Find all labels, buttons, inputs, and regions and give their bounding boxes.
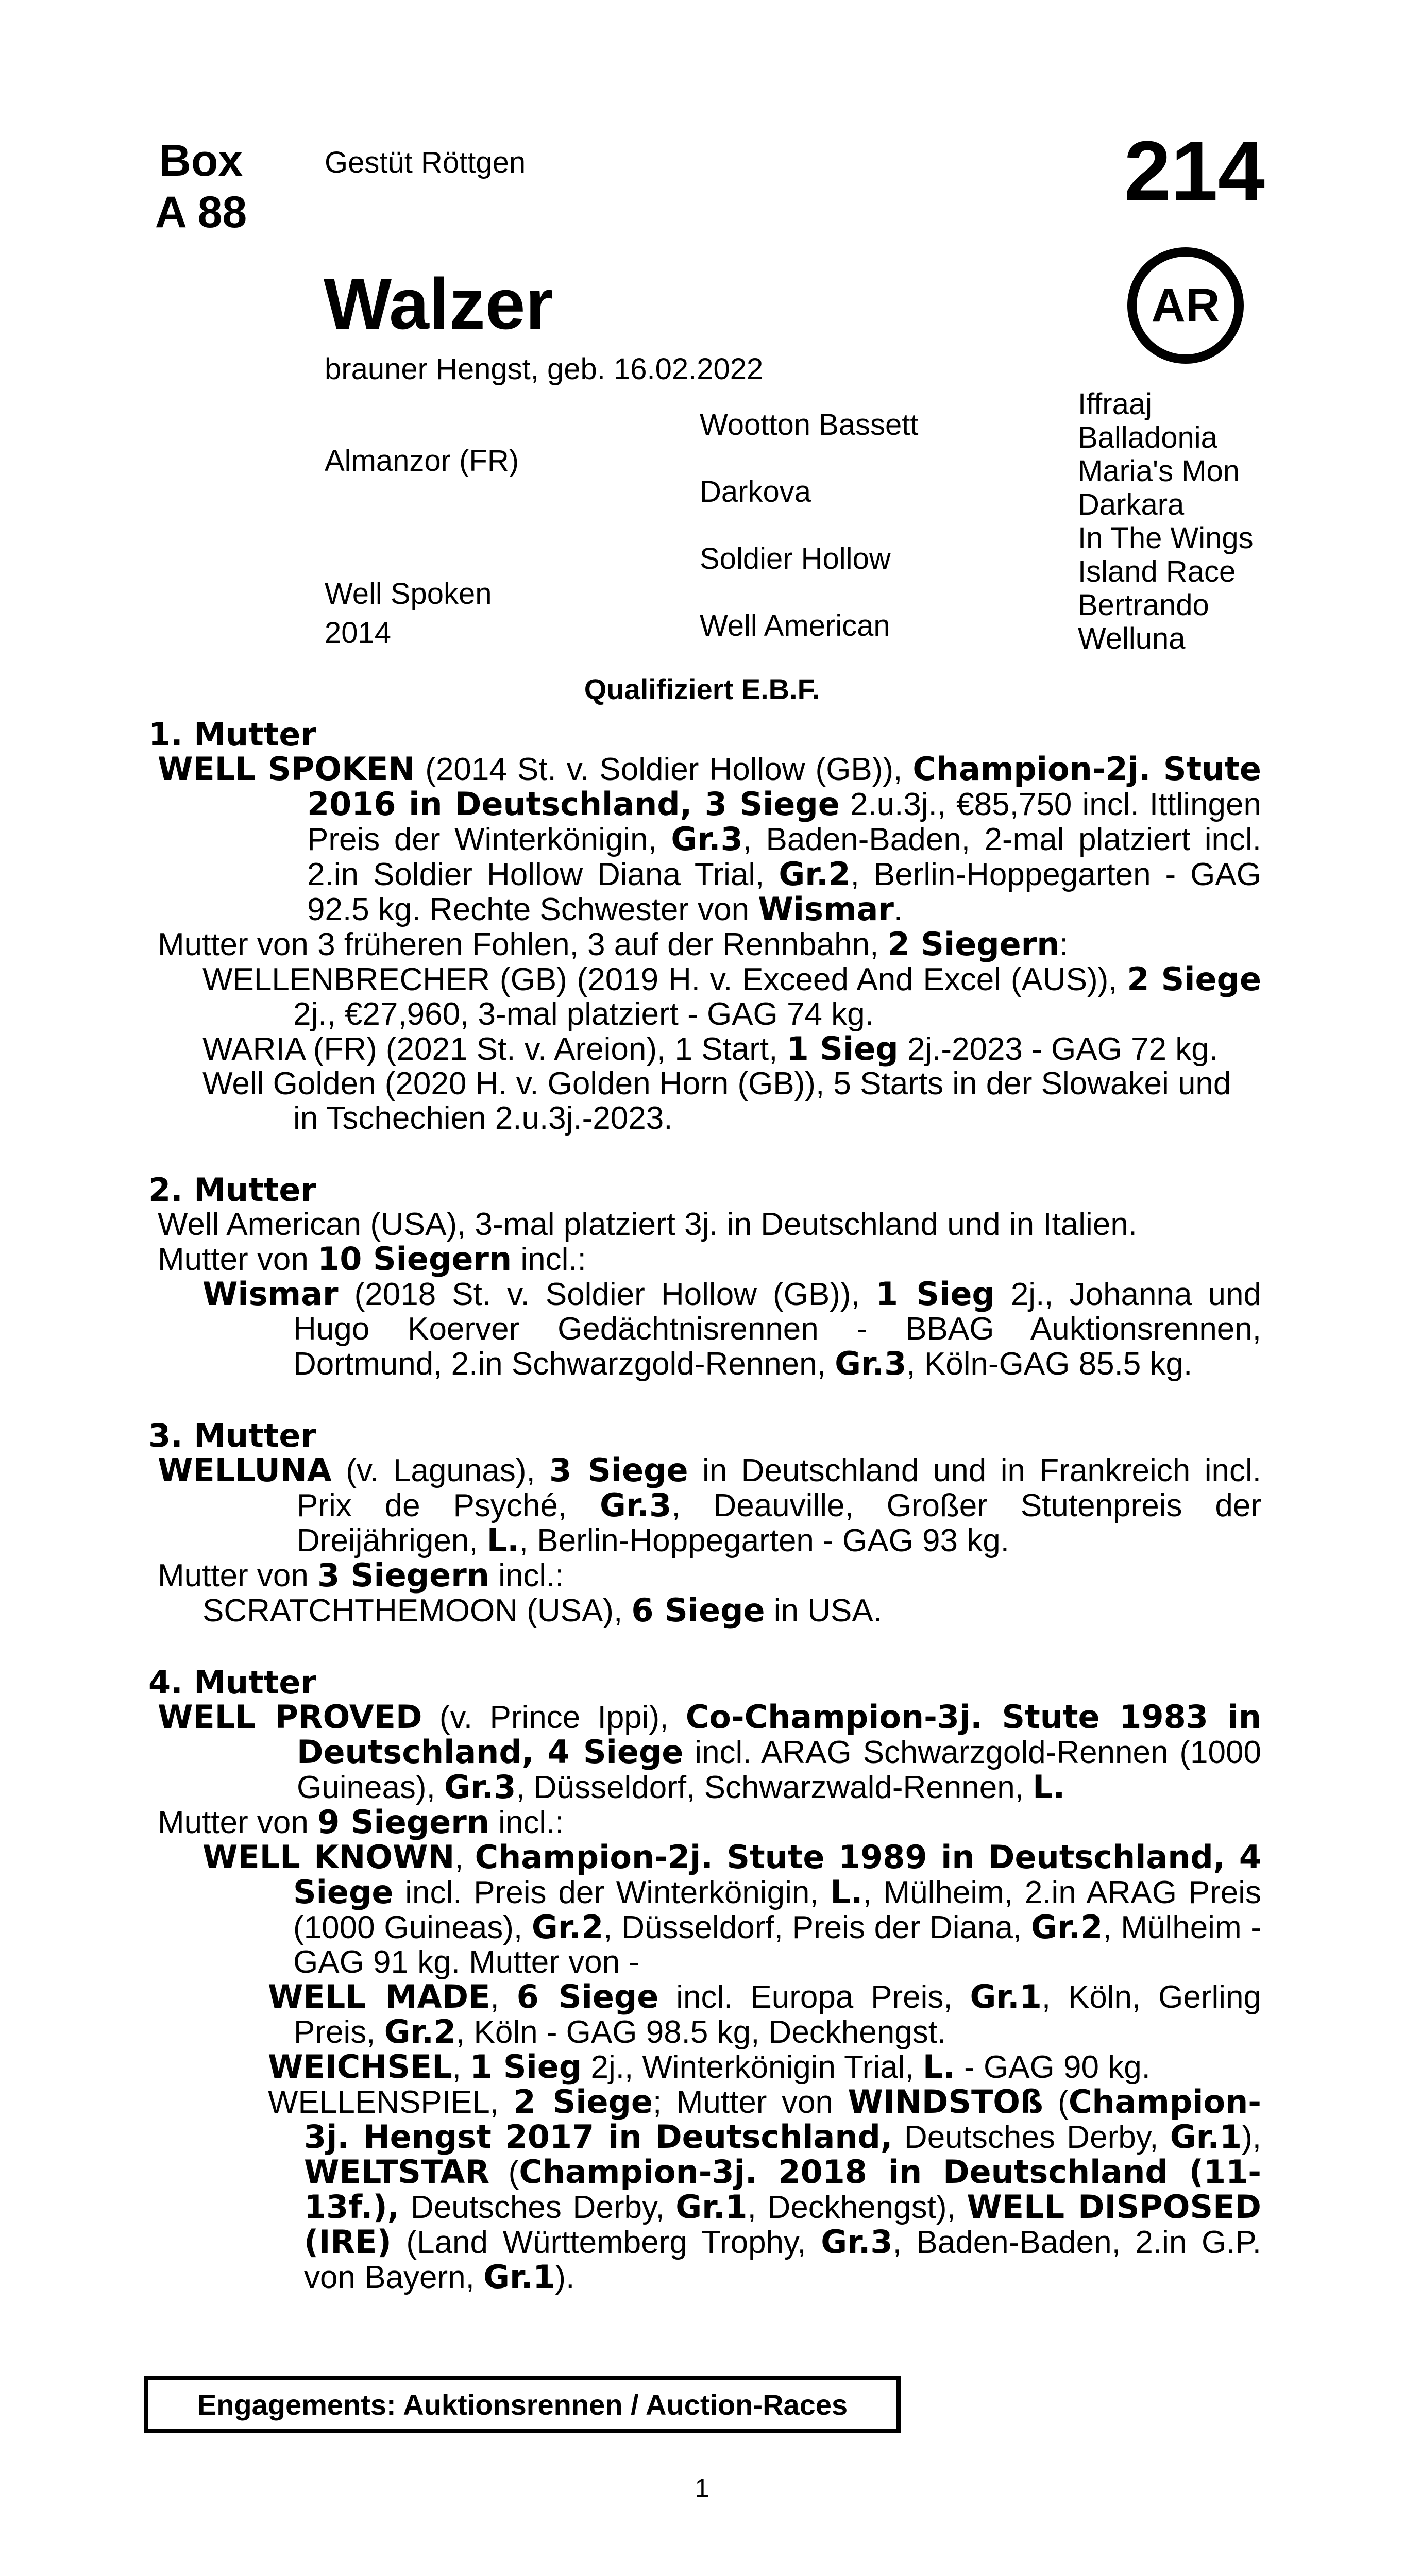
mutter-1-record: WELL SPOKEN (2014 St. v. Soldier Hollow (GB)), Champion-2j. Stute 2016 in Deutschland, 3 Siege 2.u.3j., €85,750 incl. Ittlingen Preis der Winterkönigin, Gr.3, Baden-Baden, 2-mal platziert incl. 2.in Soldier Hollow Diana Trial, Gr.2, Berlin-Hoppegarten - GAG 92.5 kg. Rechte Schwester von Wismar. bbox=[158, 750, 1262, 928]
horse-name: Walzer bbox=[324, 263, 554, 344]
pedigree-dam: Well Spoken bbox=[325, 577, 492, 611]
pedigree-g3-7: Bertrando bbox=[1078, 588, 1209, 622]
breeder-name: Gestüt Röttgen bbox=[325, 146, 526, 179]
box-title: Box bbox=[159, 136, 243, 185]
pedigree-g2-3: Soldier Hollow bbox=[700, 542, 891, 575]
offspring-wellenspiel: WELLENSPIEL, 2 Siege; Mutter von WINDSTOß (Champion-3j. Hengst 2017 in Deutschland, Deutsches Derby, Gr.1), WELTSTAR (Champion-3j. 2018 in Deutschland (11-13f.), Deutsches Derby, Gr.1, Deckhengst), WELL DISPOSED (IRE) (Land Württemberg Trophy, Gr.3, Baden-Baden, 2.in G.P. von Bayern, Gr.1). bbox=[268, 2083, 1261, 2296]
box-label bbox=[149, 135, 252, 238]
engagements-text: Engagements: Auktionsrennen / Auction-Races bbox=[197, 2388, 848, 2421]
box-number: A 88 bbox=[155, 188, 247, 237]
pedigree-g2-2: Darkova bbox=[700, 475, 811, 509]
ar-badge bbox=[1127, 247, 1244, 364]
engagements-box bbox=[144, 2376, 901, 2433]
offspring-well-made: WELL MADE, 6 Siege incl. Europa Preis, Gr.1, Köln, Gerling Preis, Gr.2, Köln - GAG 98.5 kg, Deckhengst. bbox=[268, 1978, 1261, 2050]
mutter-3-winners-summary: Mutter von 3 Siegern incl.: bbox=[158, 1556, 564, 1594]
pedigree-g3-1: Iffraaj bbox=[1078, 387, 1153, 421]
pedigree-g2-4: Well American bbox=[700, 609, 890, 642]
foal-well-golden: Well Golden (2020 H. v. Golden Horn (GB)), 5 Starts in der Slowakei und in Tschechien 2.u.3j.-2023. bbox=[202, 1066, 1231, 1136]
foal-wellenbrecher: WELLENBRECHER (GB) (2019 H. v. Exceed And Excel (AUS)), 2 Siege 2j., €27,960, 3-mal platziert - GAG 74 kg. bbox=[202, 960, 1261, 1032]
mutter-1-foals-summary: Mutter von 3 früheren Fohlen, 3 auf der Rennbahn, 2 Siegern: bbox=[158, 925, 1069, 963]
catalogue-body bbox=[148, 717, 1261, 2295]
pedigree-g3-6: Island Race bbox=[1078, 555, 1236, 588]
pedigree-g3 bbox=[1078, 387, 1254, 655]
qualification: Qualifiziert E.B.F. bbox=[584, 673, 820, 705]
section-title-mutter-4: 4. Mutter bbox=[148, 1664, 317, 1701]
page-number: 1 bbox=[695, 2473, 709, 2502]
mutter-2-winners-summary: Mutter von 10 Siegern incl.: bbox=[158, 1240, 586, 1278]
ar-badge-text: AR bbox=[1151, 279, 1220, 332]
section-title-mutter-3: 3. Mutter bbox=[148, 1417, 317, 1454]
foal-waria: WARIA (FR) (2021 St. v. Areion), 1 Start, 1 Sieg 2j.-2023 - GAG 72 kg. bbox=[202, 1030, 1218, 1067]
section-title-mutter-2: 2. Mutter bbox=[148, 1171, 317, 1209]
winner-scratchthemoon: SCRATCHTHEMOON (USA), 6 Siege in USA. bbox=[202, 1591, 882, 1629]
mutter-4-winners-summary: Mutter von 9 Siegern incl.: bbox=[158, 1803, 564, 1841]
pedigree-g3-3: Maria's Mon bbox=[1078, 454, 1240, 488]
offspring-weichsel: WEICHSEL, 1 Sieg 2j., Winterkönigin Trial, L. - GAG 90 kg. bbox=[268, 2048, 1151, 2086]
lot-number: 214 bbox=[1124, 124, 1265, 218]
pedigree-dam-year: 2014 bbox=[325, 616, 392, 650]
pedigree-sire: Almanzor (FR) bbox=[325, 444, 519, 478]
pedigree-g2-1: Wootton Bassett bbox=[700, 408, 919, 442]
winner-wismar: Wismar (2018 St. v. Soldier Hollow (GB)), 1 Sieg 2j., Johanna und Hugo Koerver Gedächtnisrennen - BBAG Auktionsrennen, Dortmund, 2.in Schwarzgold-Rennen, Gr.3, Köln-GAG 85.5 kg. bbox=[202, 1275, 1261, 1382]
mutter-4-record: WELL PROVED (v. Prince Ippi), Co-Champion-3j. Stute 1983 in Deutschland, 4 Siege incl. ARAG Schwarzgold-Rennen (1000 Guineas), Gr.3, Düsseldorf, Schwarzwald-Rennen, L. bbox=[158, 1698, 1261, 1806]
winner-well-known: WELL KNOWN, Champion-2j. Stute 1989 in Deutschland, 4 Siege incl. Preis der Winterkönigin, L., Mülheim, 2.in ARAG Preis (1000 Guineas), Gr.2, Düsseldorf, Preis der Diana, Gr.2, Mülheim - GAG 91 kg. Mutter von - bbox=[202, 1838, 1262, 1980]
pedigree-g3-5: In The Wings bbox=[1078, 521, 1254, 555]
pedigree-g3-2: Balladonia bbox=[1078, 421, 1217, 454]
horse-description: brauner Hengst, geb. 16.02.2022 bbox=[325, 352, 764, 386]
mutter-3-record: WELLUNA (v. Lagunas), 3 Siege in Deutschland und in Frankreich incl. Prix de Psyché, Gr.3, Deauville, Großer Stutenpreis der Dreijährigen, L., Berlin-Hoppegarten - GAG 93 kg. bbox=[158, 1451, 1261, 1559]
pedigree-g3-4: Darkara bbox=[1078, 488, 1185, 521]
section-title-mutter-1: 1. Mutter bbox=[148, 716, 317, 753]
pedigree-g3-8: Welluna bbox=[1078, 622, 1186, 655]
mutter-2-record: Well American (USA), 3-mal platziert 3j. in Deutschland und in Italien. bbox=[158, 1207, 1138, 1242]
